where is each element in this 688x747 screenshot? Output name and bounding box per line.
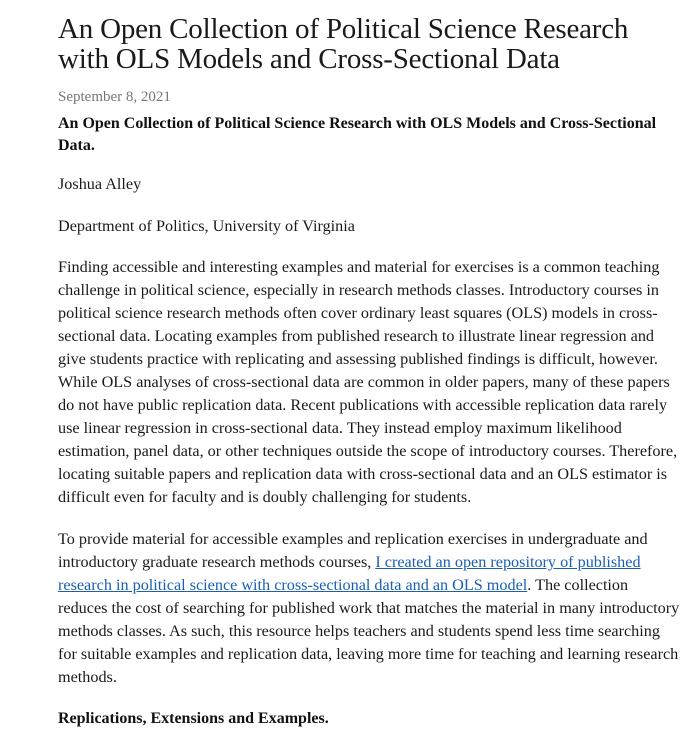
author-name: Joshua Alley [58, 175, 142, 193]
publish-date: September 8, 2021 [58, 89, 171, 105]
body-paragraph-2 [58, 528, 680, 689]
article-title: An Open Collection of Political Science Research with OLS Models and Cross-Sectional Data [58, 13, 629, 75]
body-paragraph-1: Finding accessible and interesting examples and material for exercises is a common teaching challenge in political science, especially in research methods classes. Introductory courses in political science research methods often cover ordinary least squares (OLS) models in cross-sectional data. Locating examples from published research to illustrate linear regression and give students practice with replicating and assessing published findings is difficult, however. While OLS analyses of cross-sectional data are common in older papers, many of these papers do not have public replication data. Recent publications with accessible replication data rarely use linear regression in cross-sectional data. They instead employ maximum likelihood estimation, panel data, or other techniques outside the scope of introductory courses. Therefore, locating suitable papers and replication data with cross-sectional data and an OLS estimator is difficult even for faculty and is doubly challenging for students. [58, 258, 678, 506]
paragraph-2-intro: To provide material for accessible examples and replication exercises in undergraduate and introductory graduate research methods courses, [58, 530, 648, 571]
article-subtitle: An Open Collection of Political Science Research with OLS Models and Cross-Sectional Data. [58, 115, 657, 154]
repository-link[interactable]: I created an open repository of published research in political science with cross-sectional data and an OLS model [58, 553, 641, 594]
section-heading: Replications, Extensions and Examples. [58, 710, 329, 727]
author-affiliation: Department of Politics, University of Virginia [58, 217, 355, 235]
paragraph-2-rest: . The collection reduces the cost of searching for published work that matches the material in many introductory methods classes. As such, this resource helps teachers and students spend less time searching for suitable examples and replication data, leaving more time for teaching and learning research methods. [58, 576, 680, 686]
